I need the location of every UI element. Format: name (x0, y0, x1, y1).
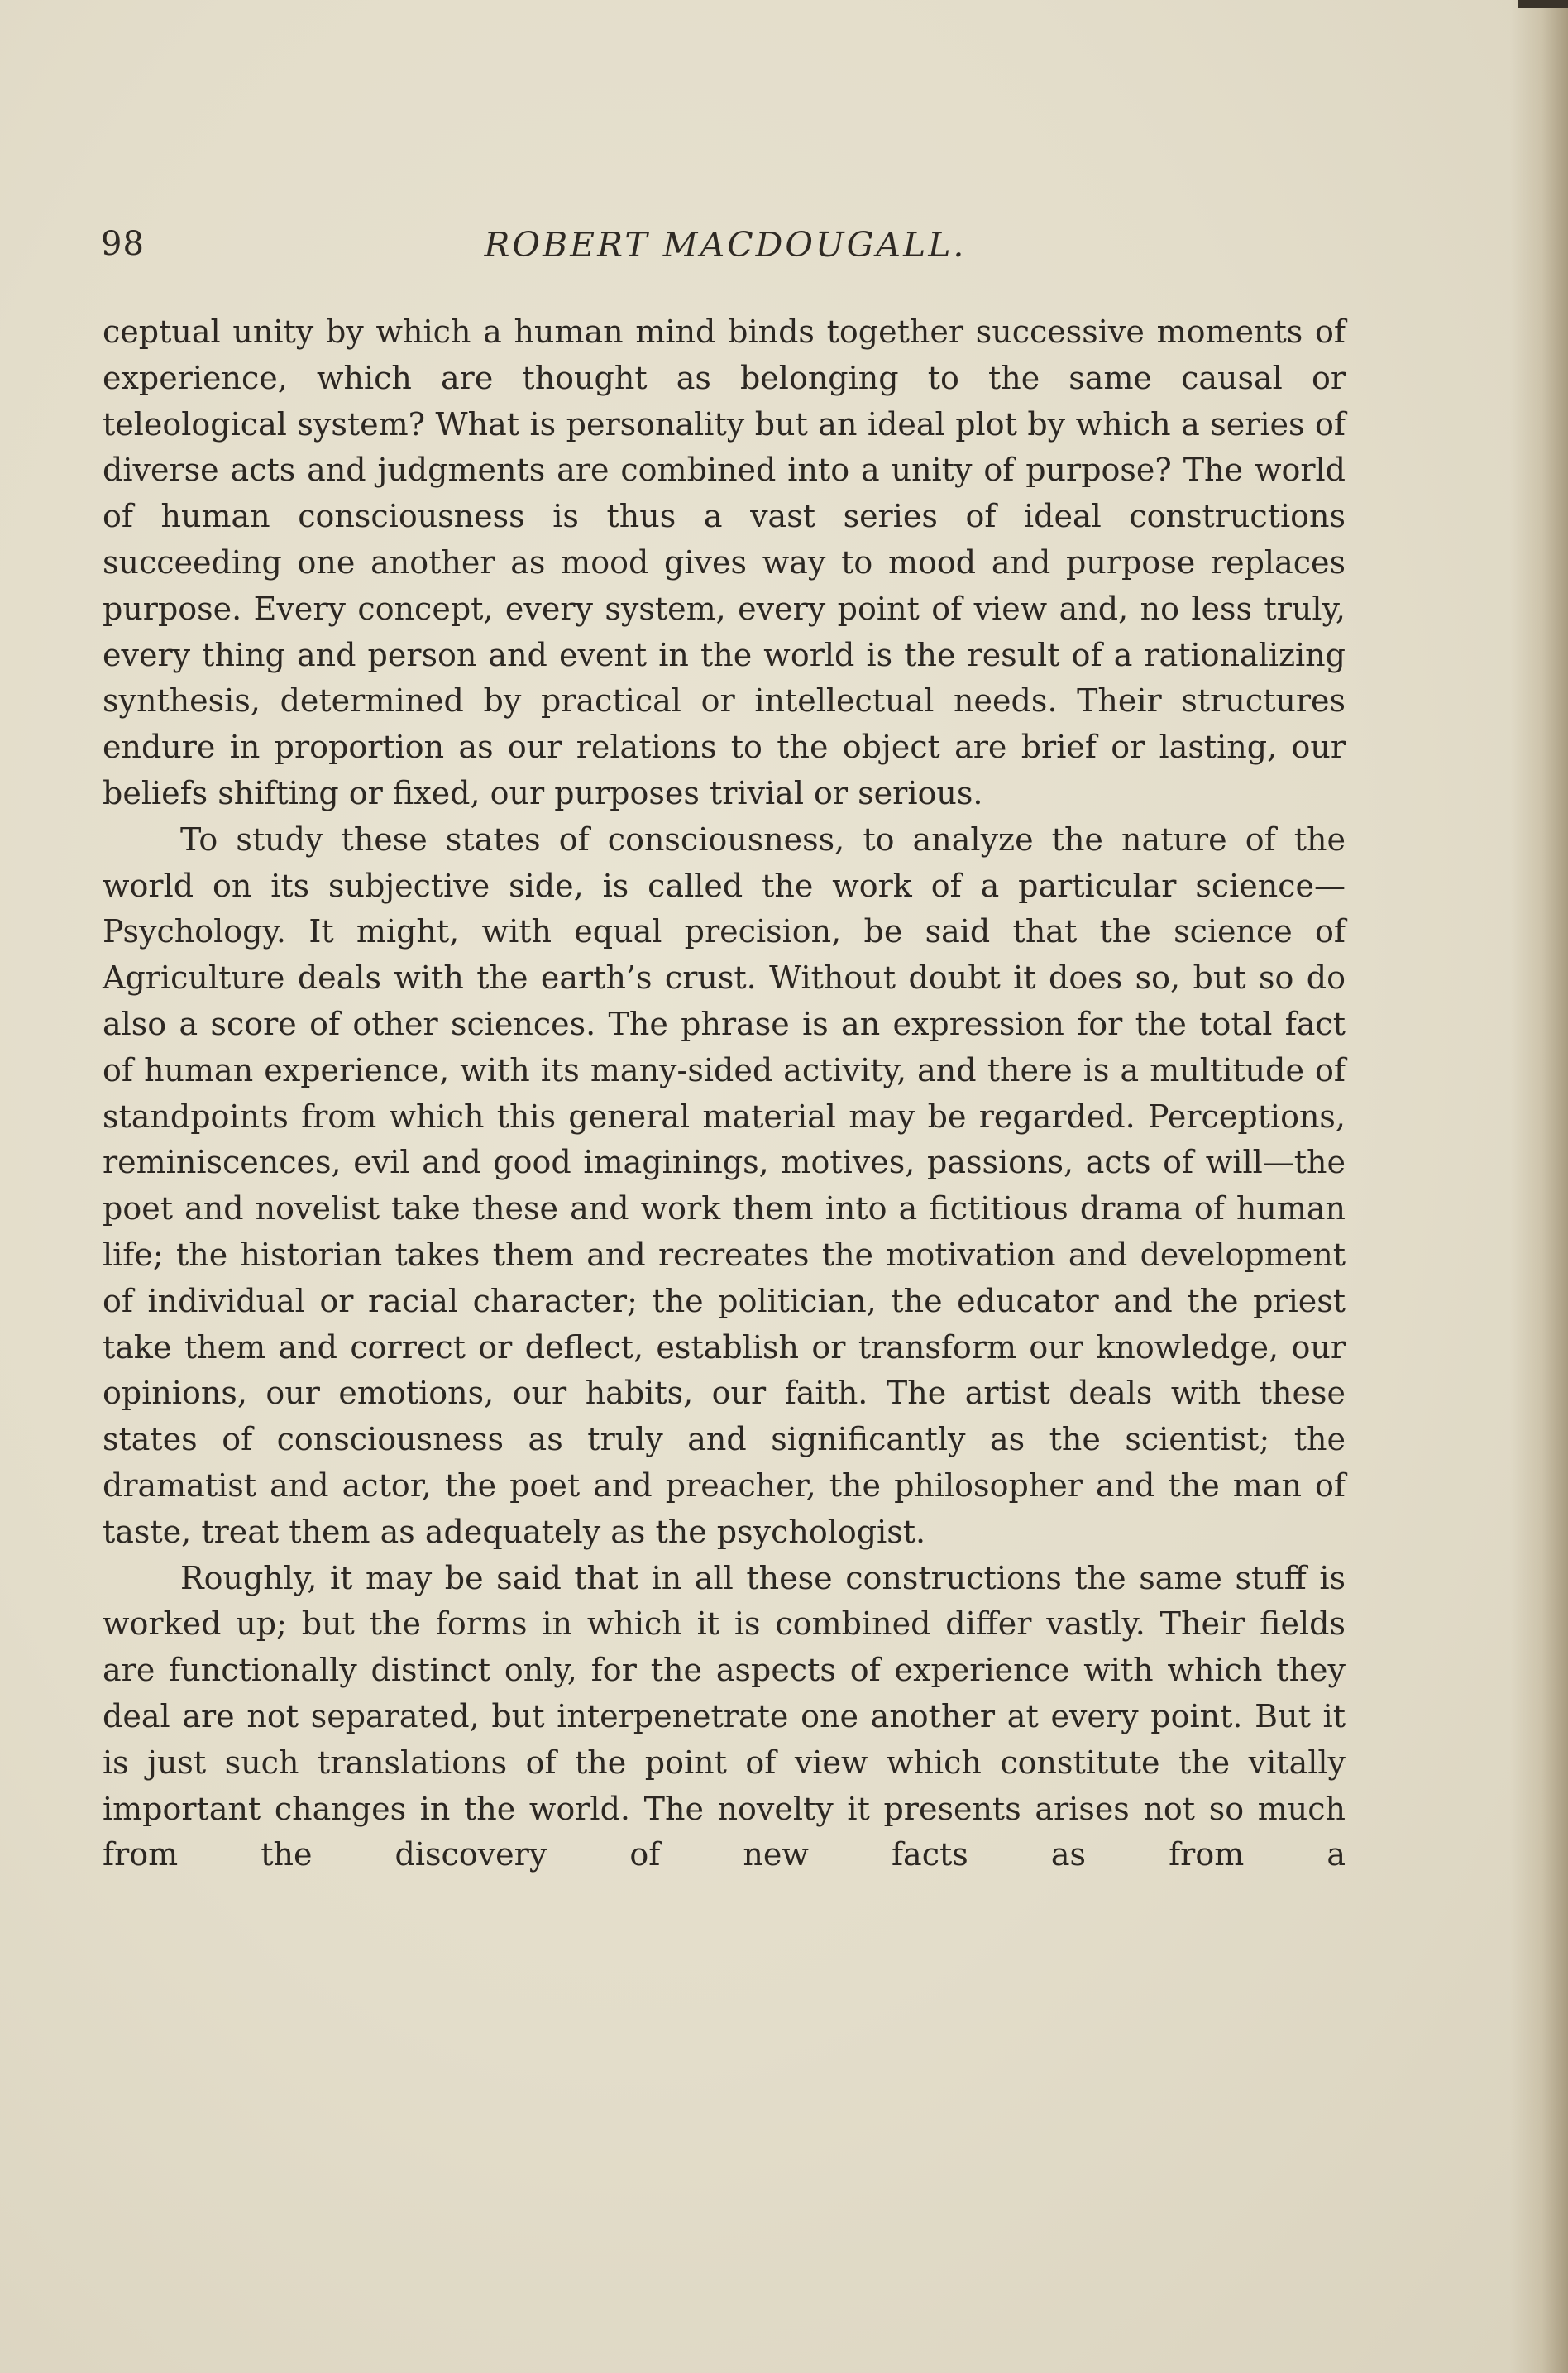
page-corner-edge (1518, 0, 1568, 8)
paragraph-1: ceptual unity by which a human mind binds together successive moments of experience, which are thought as belonging to the same causal or teleological system? What is personality but an ideal plot by which a series of diverse acts and judgments are combined into a unity of purpose? The world of human consciousness is thus a vast series of ideal constructions succeeding one another as mood gives way to mood and purpose replaces purpose. Every concept, every system, every point of view and, no less truly, every thing and person and event in the world is the result of a rationalizing synthesis, determined by practical or intellectual needs. Their structures endure in proportion as our relations to the object are brief or lasting, our beliefs shifting or fixed, our purposes trivial or serious. (103, 313, 1346, 811)
running-head: ROBERT MACDOUGALL. (484, 225, 967, 265)
paragraph-2: To study these states of consciousness, to analyze the nature of the world on its subjective side, is called the work of a particular science—Psychology. It might, with equal precision, be said that the science of Agriculture deals with the earth’s crust. Without doubt it does so, but so do also a score of other sciences. The phrase is an expression for the total fact of human experience, with its many-sided activity, and there is a multitude of standpoints from which this general material may be regarded. Perceptions, reminiscences, evil and good imaginings, motives, passions, acts of will—the poet and novelist take these and work them into a fictitious drama of human life; the historian takes them and recreates the motivation and development of individual or racial character; the politician, the educator and the priest take them and correct or deflect, establish or transform our knowledge, our opinions, our emotions, our habits, our faith. The artist deals with these states of consciousness as truly and significantly as the scientist; the dramatist and actor, the poet and preacher, the philosopher and the man of taste, treat them as adequately as the psychologist. (103, 821, 1346, 1550)
page-header (101, 225, 1350, 275)
paragraph-3: Roughly, it may be said that in all these constructions the same stuff is worked up; but the forms in which it is combined differ vastly. Their fields are functionally distinct only, for the aspects of experience with which they deal are not separated, but interpenetrate one another at every point. But it is just such translations of the point of view which constitute the vitally important changes in the world. The novelty it presents arises not so much from the discovery of new facts as from a (103, 1559, 1346, 1873)
body-text (103, 309, 1346, 1878)
page-edge-shadow (1510, 0, 1568, 2373)
page-number: 98 (101, 225, 145, 263)
